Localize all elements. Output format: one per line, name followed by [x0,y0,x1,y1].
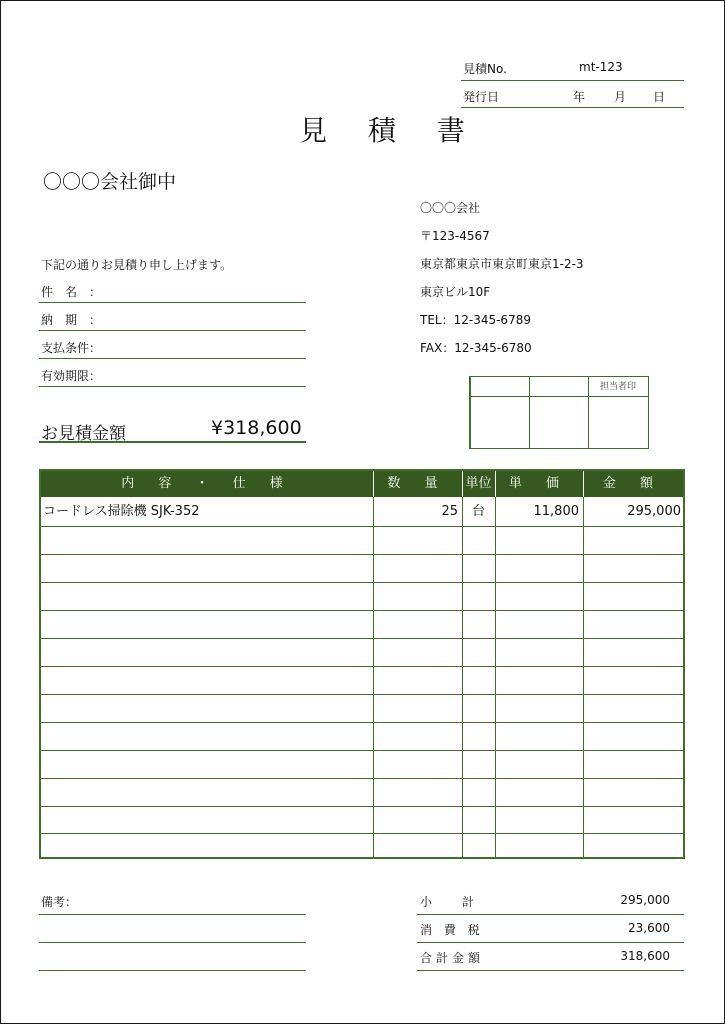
validity-underline [39,386,306,387]
total-value: ¥318,600 [211,417,302,439]
header-amount: 金 額 [602,476,664,491]
payment-label: 支払条件： [41,341,102,355]
subject-label: 件 名 ： [41,285,102,299]
issuer-fax: FAX：12-345-6780 [420,341,532,355]
table-row-line [41,694,683,695]
table-row-line [41,638,683,639]
row-description: コードレス掃除機 SJK-352 [43,504,200,519]
issuer-tel: TEL：12-345-6789 [420,313,531,327]
notes-line [39,914,306,915]
col-divider [583,471,584,857]
delivery-label: 納 期 ： [41,313,102,327]
subtotal-value: 295,000 [620,893,670,907]
notes-line [39,970,306,971]
header-divider [462,471,463,497]
client-name: 〇〇〇会社御中 [43,171,177,193]
table-row-line [41,554,683,555]
col-divider [373,471,374,857]
header-divider [373,471,374,497]
payment-underline [39,358,306,359]
table-row-line [41,750,683,751]
issue-date-underline [461,107,684,108]
table-row-line [41,610,683,611]
header-divider [583,471,584,497]
subtotal-label: 小 計 [420,895,477,909]
stamp-label: 担当者印 [599,382,636,392]
table-header [41,471,683,497]
grand-total-label: 合計金額 [420,951,485,965]
estimate-no-underline [461,80,684,81]
grand-total-underline [417,970,684,971]
table-row-line [41,666,683,667]
col-divider [495,471,496,857]
total-underline [39,441,306,443]
delivery-underline [39,330,306,331]
items-table [39,469,685,859]
tax-value: 23,600 [628,921,670,935]
row-quantity: 25 [441,504,458,519]
header-quantity: 数 量 [387,476,448,491]
issuer-company: 〇〇〇会社 [420,201,481,215]
col-divider [462,471,463,857]
header-unit-price: 単 価 [508,476,570,491]
issue-month: 月 [614,90,627,104]
issuer-building: 東京ビル10F [420,285,491,299]
validity-label: 有効期限： [41,369,102,383]
stamp-box-3 [588,377,647,448]
table-row-line [41,833,683,834]
table-row-line [41,806,683,807]
stamp-box-2 [529,377,588,448]
subtotal-underline [417,914,684,915]
total-label: お見積金額 [41,424,126,444]
row-unit: 台 [471,504,485,519]
issuer-postal: 〒123-4567 [420,229,490,243]
estimate-no-label: 見積No. [463,62,507,76]
subject-underline [39,302,306,303]
table-row-line [41,778,683,779]
header-unit: 単位 [465,476,492,491]
table-row-line [41,526,683,527]
tax-label: 消 費 税 [420,923,484,937]
issue-date-label: 発行日 [463,90,500,104]
row-unit-price: 11,800 [533,504,579,519]
issue-year: 年 [573,90,586,104]
notes-label: 備考： [41,895,78,909]
table-row-line [41,722,683,723]
row-amount: 295,000 [627,504,681,519]
intro-text: 下記の通りお見積り申し上げます。 [41,258,233,272]
header-description: 内 容 ・ 仕 様 [121,476,293,491]
header-divider [495,471,496,497]
document-title: 見 積 書 [299,114,481,147]
issuer-address: 東京都東京市東京町東京1-2-3 [420,257,584,271]
table-row-line [41,582,683,583]
stamp-boxes [469,376,649,449]
stamp-box-1 [470,377,529,448]
estimate-no-value: mt-123 [579,60,623,74]
grand-total-value: 318,600 [620,949,670,963]
notes-line [39,942,306,943]
tax-underline [417,942,684,943]
issue-day: 日 [653,90,666,104]
